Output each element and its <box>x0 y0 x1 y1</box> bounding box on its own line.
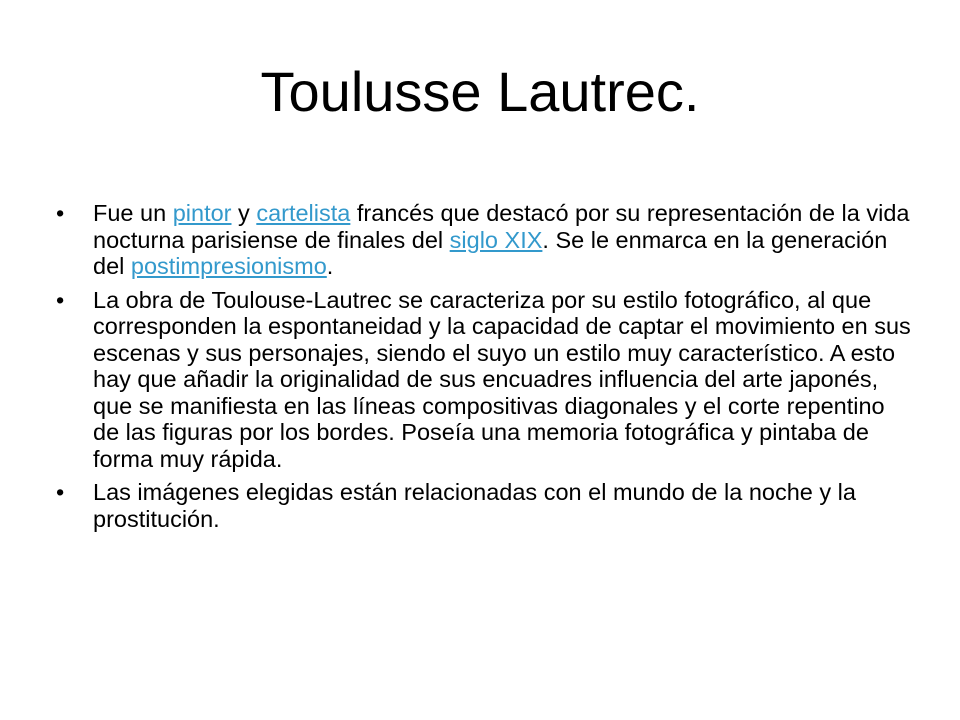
bullet-2-text: La obra de Toulouse-Lautrec se caracteriza por su estilo fotográfico, al que corresponden la espontaneidad y la capacidad de captar el movimiento en sus escenas y sus personajes, siendo el suyo un estilo muy característico. A esto hay que añadir la originalidad de sus encuadres influencia del arte japonés, que se manifiesta en las líneas compositivas diagonales y el corte repentino de las figuras por los bordes. Poseía una memoria fotográfica y pintaba de forma muy rápida. <box>93 286 911 472</box>
link-pintor[interactable]: pintor <box>172 200 232 226</box>
bullet-1-text-part: francés que destacó por su representación de la vida nocturna parisiense de finales del <box>93 200 910 253</box>
bullet-item-3 <box>56 479 916 532</box>
bullet-1-text-part: . Se le enmarca en la generación del <box>93 226 888 279</box>
bullet-3-text: Las imágenes elegidas están relacionadas con el mundo de la noche y la prostitución. <box>93 479 856 532</box>
link-siglo-xix[interactable]: siglo XIX <box>449 226 543 253</box>
bullet-item-2 <box>56 287 916 473</box>
bullet-1-text-part: Fue un <box>93 200 173 226</box>
bullet-1-text-part: . <box>326 253 334 279</box>
bullet-list <box>56 200 916 539</box>
link-postimpresionismo[interactable]: postimpresionismo <box>130 253 327 279</box>
bullet-icon: • <box>56 200 65 226</box>
slide-title: Toulusse Lautrec. <box>260 60 700 123</box>
bullet-icon: • <box>56 286 65 313</box>
bullet-icon: • <box>56 479 65 505</box>
link-cartelista[interactable]: cartelista <box>256 200 351 226</box>
bullet-item-1 <box>56 200 916 280</box>
bullet-1-text-part: y <box>231 200 257 226</box>
